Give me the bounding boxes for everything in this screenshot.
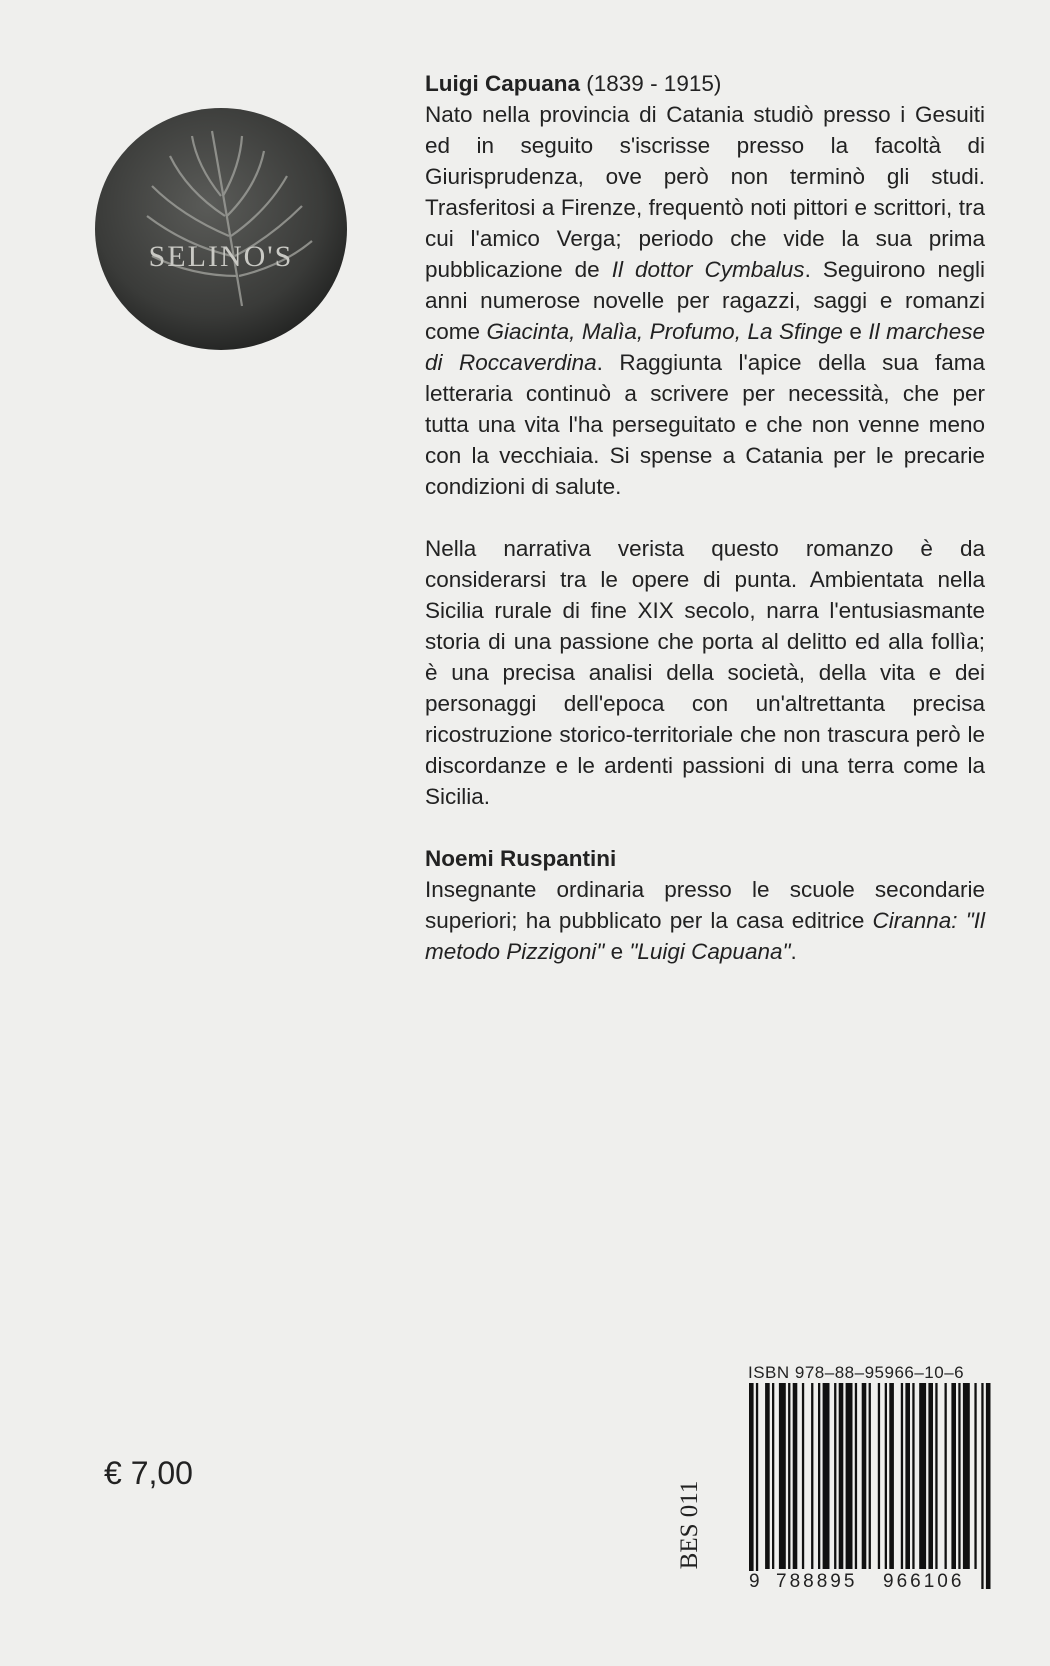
barcode-bar (846, 1383, 853, 1569)
barcode-bar (885, 1383, 887, 1569)
barcode-bar (749, 1383, 754, 1589)
editor-bio (425, 843, 985, 967)
barcode-bar (818, 1383, 820, 1569)
barcode-bar (951, 1383, 956, 1569)
price: € 7,00 (104, 1455, 193, 1491)
author-dates: (1839 - 1915) (580, 71, 722, 96)
novel-description: Nella narrativa verista questo romanzo è da considerarsi tra le opere di punta. Ambientata nella Sicilia rurale di fine XIX secolo, narra l'entusiasmante storia di una passione che porta al delitto ed alla follìa; è una precisa analisi della società, della vita e dei personaggi dell'epoca con un'altrettanta precisa ricostruzione storico-territoriale che non trascura però le discordanze e le ardenti passioni di una terra come la Sicilia. (425, 536, 985, 809)
barcode-bar (855, 1383, 857, 1569)
barcode-bar (986, 1383, 991, 1589)
coin-label: SELINO'S (148, 240, 294, 273)
author-bio (425, 68, 985, 502)
barcode-bar (919, 1383, 926, 1569)
barcode-bar (811, 1383, 813, 1569)
barcode-digits-left: 788895 (776, 1571, 858, 1592)
barcode-bar (912, 1383, 914, 1569)
series-code: BES 011 (676, 1480, 703, 1570)
barcode-bar (958, 1383, 960, 1569)
barcode-digits-right: 966106 (883, 1571, 965, 1592)
work-title: "Luigi Capuana" (629, 939, 791, 964)
barcode-bar (935, 1383, 937, 1569)
editor-name: Noemi Ruspantini (425, 846, 617, 871)
work-title: Giacinta, Malìa, Profumo, La Sfinge (486, 319, 843, 344)
editor-bio-text: . (790, 939, 797, 964)
work-title: Il dottor Cymbalus (611, 257, 805, 282)
editor-bio-text: e (604, 939, 630, 964)
barcode (745, 1383, 993, 1589)
barcode-bar (765, 1383, 770, 1569)
barcode-bar (901, 1383, 903, 1569)
back-cover-text (425, 68, 985, 967)
barcode-bar (779, 1383, 786, 1569)
author-bio-text: . Raggiunta l'apice della sua fama letteraria continuò a scrivere per necessità, che per tutta una vita l'ha perseguitato e che non venne meno con la vecchiaia. Si spense a Catania per le precarie condizioni di salute. (425, 350, 985, 499)
barcode-bar (905, 1383, 910, 1569)
barcode-bar (981, 1383, 983, 1589)
barcode-bar (889, 1383, 894, 1569)
barcode-bar (793, 1383, 798, 1569)
author-name: Luigi Capuana (425, 71, 581, 96)
barcode-bar (834, 1383, 836, 1569)
author-bio-text: . Seguirono negli anni numerose novelle per ragazzi, saggi e romanzi come (425, 257, 985, 344)
barcode-bar (974, 1383, 976, 1569)
barcode-bar (928, 1383, 933, 1569)
barcode-bar (839, 1383, 844, 1569)
isbn-label: ISBN 978–88–95966–10–6 (748, 1363, 965, 1382)
work-title: Ciranna: "Il metodo Pizzigoni" (425, 908, 985, 964)
barcode-bar (802, 1383, 804, 1569)
barcode-bar (756, 1383, 758, 1589)
barcode-digit-first: 9 (749, 1571, 760, 1592)
barcode-bar (878, 1383, 880, 1569)
barcode-bar (823, 1383, 830, 1569)
barcode-bar (862, 1383, 867, 1569)
barcode-bar (945, 1383, 947, 1569)
barcode-bar (869, 1383, 871, 1569)
author-bio-text: e (842, 319, 869, 344)
coin-disc (95, 108, 347, 350)
barcode-bar (963, 1383, 970, 1569)
work-title: Il marchese di Roccaverdina (425, 319, 985, 375)
barcode-bar (772, 1383, 774, 1569)
selinos-coin-logo (92, 106, 350, 352)
barcode-bar (788, 1383, 790, 1569)
editor-bio-text: Insegnante ordinaria presso le scuole secondarie superiori; ha pubblicato per la casa editrice (425, 877, 985, 933)
author-bio-text: Nato nella provincia di Catania studiò presso i Gesuiti ed in seguito s'iscrisse presso la facoltà di Giurisprudenza, ove però non terminò gli studi. Trasferitosi a Firenze, frequentò noti pittori e scrittori, tra cui l'amico Verga; periodo che vide la sua prima pubblicazione de (425, 102, 985, 282)
